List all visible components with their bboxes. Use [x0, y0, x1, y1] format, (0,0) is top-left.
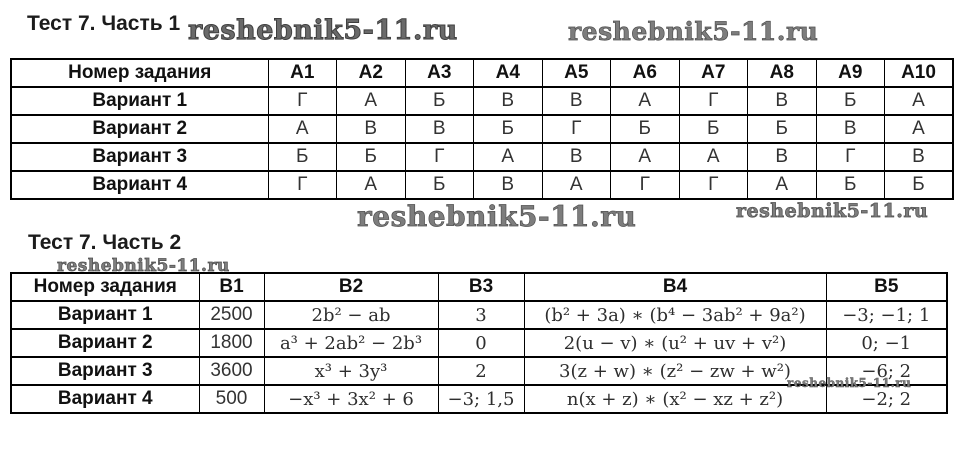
- answer-cell: −3; −1; 1: [826, 301, 947, 329]
- answer-cell: А: [268, 115, 337, 143]
- column-header: Номер задания: [11, 59, 268, 87]
- answer-cell: (b² + 3a) ∗ (b⁴ − 3ab² + 9a²): [524, 301, 826, 329]
- row-label: Вариант 1: [11, 301, 199, 329]
- answer-cell: Г: [611, 171, 680, 199]
- watermark-reshebnik: reshebnik5-11.ru: [568, 17, 819, 46]
- answer-cell: x³ + 3y³: [264, 357, 438, 385]
- answer-cell: А: [679, 143, 748, 171]
- answer-cell: Б: [405, 87, 474, 115]
- column-header: A2: [337, 59, 406, 87]
- part1-header-row: [11, 59, 953, 87]
- answer-cell: 2500: [199, 301, 264, 329]
- watermark-reshebnik: reshebnik5-11.ru: [57, 256, 230, 276]
- answer-cell: 0; −1: [826, 329, 947, 357]
- answer-cell: В: [748, 87, 817, 115]
- row-label: Вариант 4: [11, 385, 199, 413]
- table-row: [11, 329, 947, 357]
- part2-title: Тест 7. Часть 2: [28, 231, 182, 254]
- row-label: Вариант 1: [11, 87, 268, 115]
- column-header: B1: [199, 273, 264, 301]
- row-label: Вариант 2: [11, 115, 268, 143]
- answer-cell: 2: [438, 357, 524, 385]
- answer-cell: В: [542, 87, 611, 115]
- part1-title: Тест 7. Часть 1: [27, 12, 181, 35]
- answer-cell: Б: [337, 143, 406, 171]
- part1-answers-table: [10, 58, 954, 200]
- answer-cell: 500: [199, 385, 264, 413]
- answer-cell: 2b² − ab: [264, 301, 438, 329]
- answer-cell: В: [885, 143, 954, 171]
- answer-cell: А: [885, 115, 954, 143]
- column-header: B5: [826, 273, 947, 301]
- answer-cell: 3: [438, 301, 524, 329]
- column-header: A6: [611, 59, 680, 87]
- answer-cell: Б: [405, 171, 474, 199]
- answer-cell: 3(z + w) ∗ (z² − zw + w²): [524, 357, 826, 385]
- table-row: [11, 143, 953, 171]
- table-row: [11, 87, 953, 115]
- watermark-reshebnik: reshebnik5-11.ru: [787, 376, 912, 390]
- answer-cell: Б: [816, 87, 885, 115]
- table-row: [11, 301, 947, 329]
- column-header: A9: [816, 59, 885, 87]
- answer-cell: В: [474, 87, 543, 115]
- column-header: Номер задания: [11, 273, 199, 301]
- answer-cell: Б: [816, 171, 885, 199]
- answer-cell: В: [542, 143, 611, 171]
- answer-cell: А: [748, 171, 817, 199]
- row-label: Вариант 3: [11, 357, 199, 385]
- answer-cell: Г: [679, 171, 748, 199]
- answer-cell: 2(u − v) ∗ (u² + uv + v²): [524, 329, 826, 357]
- column-header: A4: [474, 59, 543, 87]
- column-header: A1: [268, 59, 337, 87]
- answer-cell: Г: [268, 87, 337, 115]
- answer-cell: В: [816, 115, 885, 143]
- answer-cell: −x³ + 3x² + 6: [264, 385, 438, 413]
- answer-cell: А: [611, 143, 680, 171]
- answer-cell: a³ + 2ab² − 2b³: [264, 329, 438, 357]
- answer-cell: Б: [679, 115, 748, 143]
- answer-cell: В: [474, 171, 543, 199]
- answer-cell: n(x + z) ∗ (x² − xz + z²): [524, 385, 826, 413]
- column-header: A10: [885, 59, 954, 87]
- watermark-reshebnik: reshebnik5-11.ru: [736, 200, 929, 222]
- answer-cell: В: [405, 115, 474, 143]
- answer-cell: 3600: [199, 357, 264, 385]
- answer-cell: 1800: [199, 329, 264, 357]
- answer-cell: Б: [611, 115, 680, 143]
- answer-cell: Г: [679, 87, 748, 115]
- answer-cell: Г: [542, 115, 611, 143]
- column-header: B3: [438, 273, 524, 301]
- watermark-reshebnik: reshebnik5-11.ru: [188, 15, 458, 46]
- watermark-reshebnik: reshebnik5-11.ru: [357, 200, 637, 233]
- table-row: [11, 171, 953, 199]
- answer-cell: А: [337, 87, 406, 115]
- answer-cell: Б: [474, 115, 543, 143]
- column-header: A5: [542, 59, 611, 87]
- answer-cell: −3; 1,5: [438, 385, 524, 413]
- answer-cell: Г: [816, 143, 885, 171]
- answer-cell: В: [748, 143, 817, 171]
- column-header: A7: [679, 59, 748, 87]
- table-row: [11, 115, 953, 143]
- answer-cell: А: [474, 143, 543, 171]
- answer-cell: Б: [268, 143, 337, 171]
- answer-cell: 0: [438, 329, 524, 357]
- answer-cell: Б: [748, 115, 817, 143]
- answer-cell: Г: [405, 143, 474, 171]
- column-header: A8: [748, 59, 817, 87]
- part2-header-row: [11, 273, 947, 301]
- part2-answers-table: [10, 272, 948, 414]
- answer-cell: А: [885, 87, 954, 115]
- answer-cell: А: [611, 87, 680, 115]
- column-header: B4: [524, 273, 826, 301]
- row-label: Вариант 4: [11, 171, 268, 199]
- column-header: B2: [264, 273, 438, 301]
- answer-cell: Г: [268, 171, 337, 199]
- answer-cell: А: [542, 171, 611, 199]
- answer-cell: В: [337, 115, 406, 143]
- answer-cell: −2; 2: [826, 385, 947, 413]
- row-label: Вариант 3: [11, 143, 268, 171]
- answer-cell: А: [337, 171, 406, 199]
- row-label: Вариант 2: [11, 329, 199, 357]
- answer-cell: −6; 2: [826, 357, 947, 385]
- column-header: A3: [405, 59, 474, 87]
- answer-cell: Б: [885, 171, 954, 199]
